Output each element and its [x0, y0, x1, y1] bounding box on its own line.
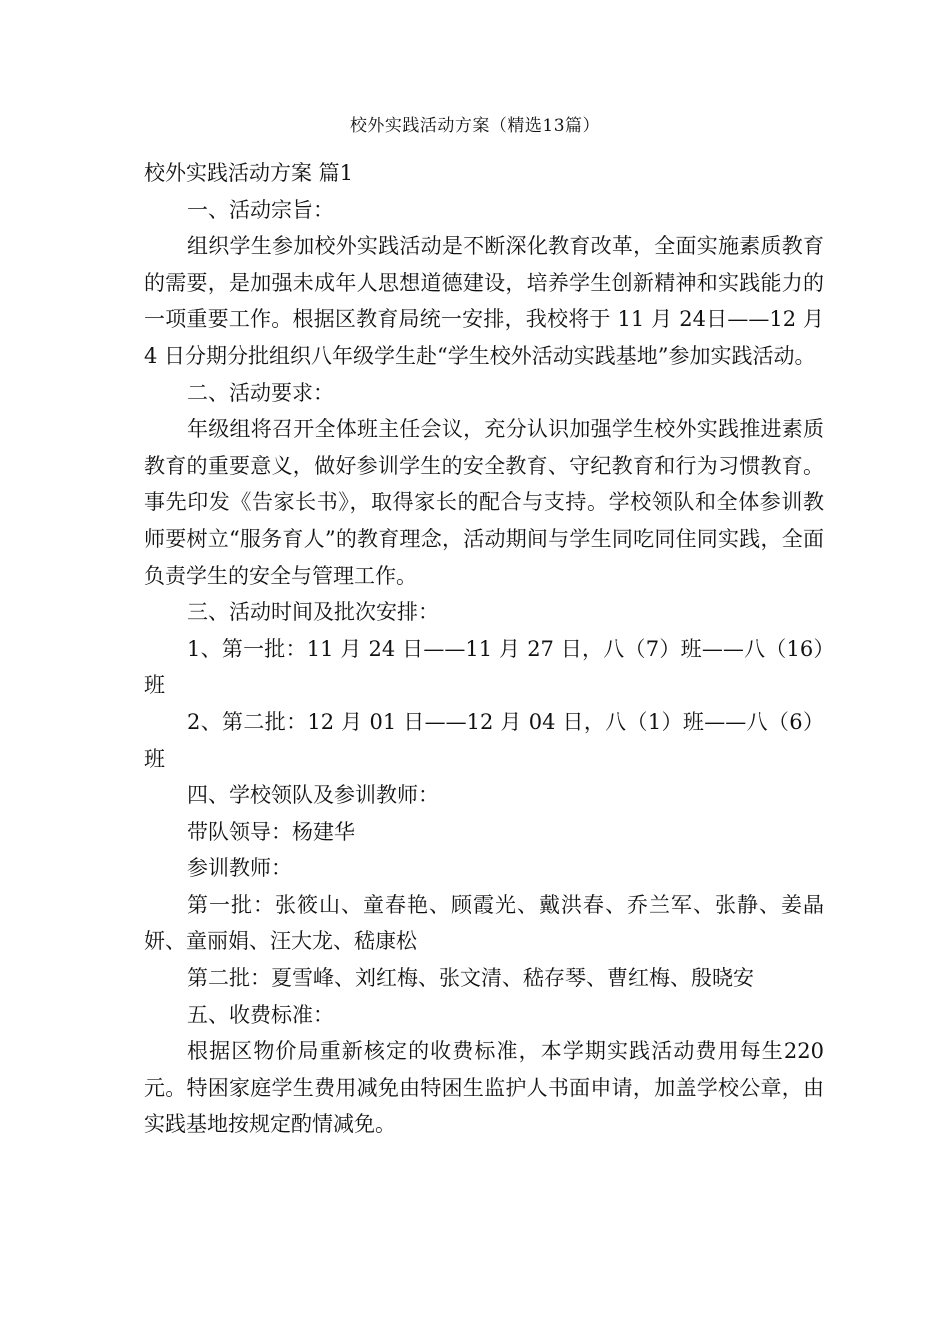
teachers-batch-1: 第一批：张筱山、童春艳、顾霞光、戴洪春、乔兰军、张静、姜晶妍、童丽娟、汪大龙、嵇康松 [144, 892, 824, 954]
paragraph-activity-requirements: 年级组将召开全体班主任会议，充分认识加强学生校外实践推进素质教育的重要意义，做好参训学生的安全教育、守纪教育和行为习惯教育。事先印发《告家长书》，取得家长的配合与支持。学校领队和全体参训教师要树立“服务育人”的教育理念，活动期间与学生同吃同住同实践，全面负责学生的安全与管理工作。 [144, 417, 824, 588]
paragraph-activity-purpose: 组织学生参加校外实践活动是不断深化教育改革，全面实施素质教育的需要，是加强未成年人思想道德建设，培养学生创新精神和实践能力的一项重要工作。根据区教育局统一安排，我校将于 11 月 24日——12 月 4 日分期分批组织八年级学生赴“学生校外活动实践基地”参加实践活动。 [144, 234, 824, 368]
schedule-batch-2: 2、第二批：12 月 01 日——12 月 04 日，八（1）班——八（6）班 [144, 709, 824, 771]
teachers-label: 参训教师： [187, 856, 292, 881]
heading-activity-purpose: 一、活动宗旨： [187, 197, 334, 222]
heading-leaders-teachers: 四、学校领队及参训教师： [187, 783, 439, 808]
team-leader: 带队领导：杨建华 [187, 819, 355, 844]
document-body [144, 155, 824, 1143]
heading-schedule: 三、活动时间及批次安排： [187, 600, 439, 625]
document-title: 校外实践活动方案（精选13篇） [349, 116, 601, 136]
section-heading: 校外实践活动方案 篇1 [144, 161, 354, 185]
teachers-batch-2: 第二批：夏雪峰、刘红梅、张文清、嵇存琴、曹红梅、殷晓安 [187, 966, 754, 991]
paragraph-fees: 根据区物价局重新核定的收费标准，本学期实践活动费用每生220 元。特困家庭学生费用减免由特困生监护人书面申请，加盖学校公章，由实践基地按规定酌情减免。 [144, 1039, 824, 1137]
heading-fees: 五、收费标准： [187, 1002, 334, 1027]
schedule-batch-1: 1、第一批：11 月 24 日——11 月 27 日，八（7）班——八（16）班 [144, 636, 824, 698]
heading-activity-requirements: 二、活动要求： [187, 380, 334, 405]
